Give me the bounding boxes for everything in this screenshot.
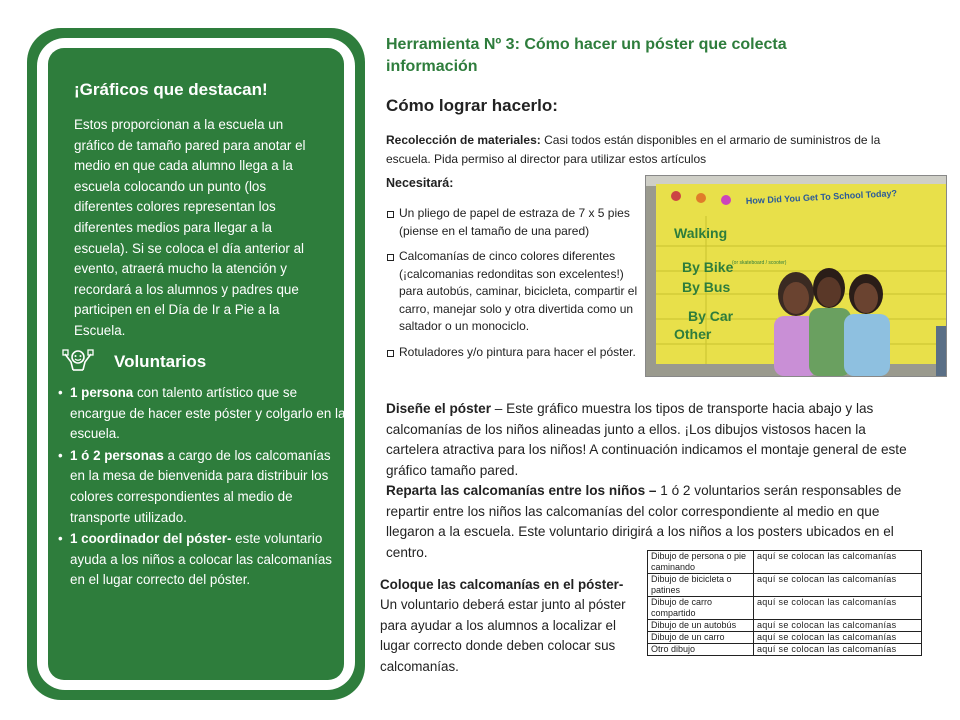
table-row: Dibujo de bicicleta o patines aquí se colocan las calcomanías	[648, 574, 922, 597]
needs-label: Necesitará:	[386, 176, 454, 190]
list-item: Calcomanías de cinco colores diferentes (¡calcomanias redonditas son excelentes!) para autobús, caminar, bicicleta, compartir el carro, manejar solo y otra divertida como un saltador o un monociclo.	[386, 248, 651, 336]
list-item: • 1 ó 2 personas a cargo de los calcomanías en la mesa de bienvenida para distribuir los colores correspondientes al medio de transporte utilizado.	[56, 446, 346, 528]
table-row: Otro dibujo aquí se colocan las calcomanías	[648, 644, 922, 656]
list-item: Un pliego de papel de estraza de 7 x 5 pies (piense en el tamaño de una pared)	[386, 205, 651, 240]
list-item: • 1 coordinador del póster- este voluntario ayuda a los niños a colocar las calcomanías en el lugar correcto del póster.	[56, 529, 346, 591]
table-row: Dibujo de persona o pie caminando aquí se colocan las calcomanías	[648, 551, 922, 574]
table-row: Dibujo de un autobús aquí se colocan las calcomanías	[648, 620, 922, 632]
sidebar-title: ¡Gráficos que destacan!	[74, 80, 268, 99]
list-item: Rotuladores y/o pintura para hacer el póster.	[386, 344, 651, 362]
volunteers-list	[56, 383, 346, 592]
poster-note: (or skateboard / scooter)	[732, 260, 787, 266]
list-item: • 1 persona con talento artístico que se encargue de hacer este póster y colgarlo en la escuela.	[56, 383, 346, 445]
section-title: Cómo lograr hacerlo:	[386, 96, 558, 115]
poster-photo	[645, 175, 947, 377]
poster-row-label: By Bike	[682, 259, 734, 275]
page-title: Herramienta Nº 3: Cómo hacer un póster que colecta información	[386, 36, 787, 75]
table-row: Dibujo de carro compartido aquí se colocan las calcomanías	[648, 597, 922, 620]
poster-photo-illustration	[646, 176, 946, 376]
poster-row-label: Other	[674, 326, 712, 342]
poster-title: How Did You Get To School Today?	[745, 188, 898, 206]
sidebar-text: Estos proporcionan a la escuela un gráfico de tamaño pared para anotar el medio en que cada alumno llega a la escuela colocando un punto (los diferentes colores representan los diferentes medios para llegar a la escuela). Si se coloca el día anterior al evento, atraerá mucho la atención y recordará a los alumnos y padres que participen en el Día de Ir a Pie a la Escuela.	[74, 117, 306, 338]
table-row: Dibujo de un carro aquí se colocan las calcomanías	[648, 632, 922, 644]
volunteers-icon	[62, 348, 94, 374]
poster-row-label: By Bus	[682, 279, 731, 295]
design-paragraph: Diseñe el póster – Este gráfico muestra los tipos de transporte hacia abajo y las calcomanías de los niños alineadas junto a ellos. ¡Los dibujos vistosos hacen la cartelera atractiva para los niños! A continuación indicamos el montaje general de este gráfico tamaño pared. Reparta las calcomanías entre los niños – 1 ó 2 voluntarios serán responsables de repartir entre los niños las calcomanías del color correspondiente al medio en que llegaron a la escuela. Este voluntario dirigirá a los niños a los posters ubicados en el centro.	[386, 401, 907, 560]
poster-layout-table	[647, 550, 922, 656]
volunteers-title: Voluntarios	[114, 352, 207, 371]
poster-row-label: By Car	[688, 308, 734, 324]
needs-list	[386, 205, 651, 369]
poster-row-label: Walking	[674, 225, 728, 241]
sidebar	[48, 48, 344, 680]
place-paragraph: Coloque las calcomanías en el póster- Un voluntario deberá estar junto al póster para ayudar a los alumnos a localizar el lugar correcto donde deben colocar sus calcomanías.	[380, 577, 626, 674]
materials-paragraph: Recolección de materiales: Casi todos están disponibles en el armario de suministros de la escuela. Pida permiso al director para utilizar estos artículos	[386, 133, 881, 166]
